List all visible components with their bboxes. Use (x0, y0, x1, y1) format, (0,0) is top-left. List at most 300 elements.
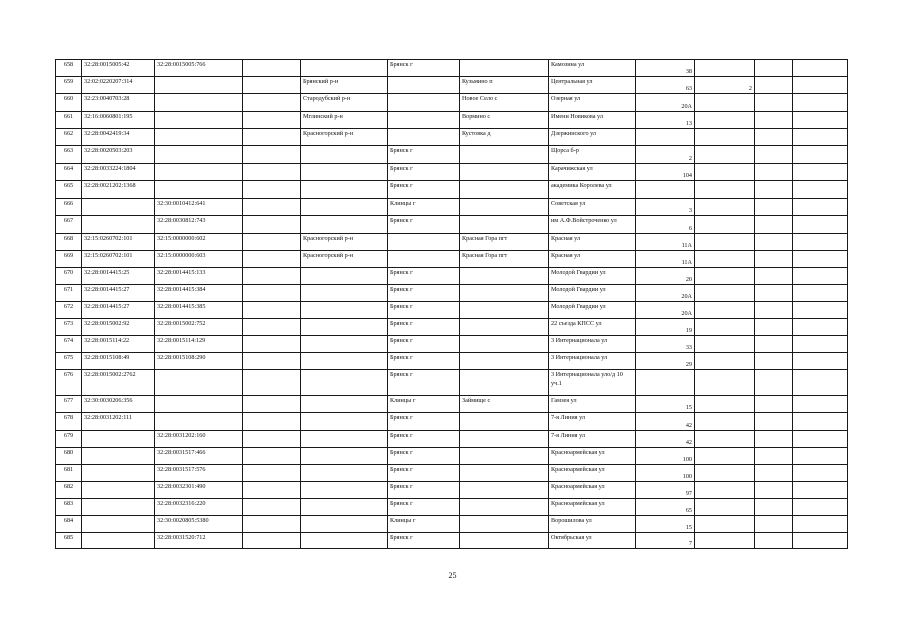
cell-col-extra-2 (793, 146, 848, 164)
cell-col-blank (243, 129, 301, 146)
cell-city (388, 112, 460, 129)
cell-cadastral-number: 32:28:0020503:203 (82, 146, 155, 164)
cell-cadastral-number: 32:28:0015108:49 (82, 353, 155, 370)
cell-object-number (155, 396, 243, 413)
table-row (56, 268, 848, 285)
cell-row-number: 676 (56, 370, 82, 396)
cell-city: Брянск г (388, 482, 460, 499)
cell-col-extra-2 (793, 499, 848, 516)
cell-settlement (460, 499, 549, 516)
cell-row-number: 682 (56, 482, 82, 499)
cell-settlement (460, 448, 549, 465)
cell-col-extra-1 (755, 285, 793, 302)
cell-col-blank (243, 112, 301, 129)
cell-district (301, 216, 388, 234)
cell-object-number: 32:30:0010412:641 (155, 199, 243, 216)
cell-street: Октябрьская ул (549, 533, 636, 549)
cell-col-blank (243, 181, 301, 199)
cell-settlement (460, 336, 549, 353)
cell-object-number: 32:28:0030812:743 (155, 216, 243, 234)
cell-district (301, 465, 388, 482)
cell-col-extra-2 (793, 319, 848, 336)
cell-object-number (155, 181, 243, 199)
cell-street: Щорса б-р (549, 146, 636, 164)
cell-row-number: 661 (56, 112, 82, 129)
cell-street: 22 съезда КПСС ул (549, 319, 636, 336)
cell-col-blank (243, 77, 301, 94)
cell-city: Брянск г (388, 448, 460, 465)
cell-house-number: 100 (636, 465, 695, 482)
cell-house-number: 38 (636, 60, 695, 77)
cell-city: Клинцы г (388, 516, 460, 533)
cell-city: Брянск г (388, 285, 460, 302)
cell-house-number: 29 (636, 353, 695, 370)
cell-street: Камозина ул (549, 60, 636, 77)
cell-col-blank (243, 482, 301, 499)
cell-apartment (695, 268, 755, 285)
cell-col-blank (243, 146, 301, 164)
cell-row-number: 666 (56, 199, 82, 216)
cell-district (301, 516, 388, 533)
table-row (56, 336, 848, 353)
cell-settlement (460, 353, 549, 370)
cell-district (301, 146, 388, 164)
cell-cadastral-number: 32:28:0015005:42 (82, 60, 155, 77)
cell-cadastral-number (82, 516, 155, 533)
cell-street: 3 Интернационала ул (549, 336, 636, 353)
cell-object-number: 32:28:0032316:220 (155, 499, 243, 516)
cell-col-extra-1 (755, 370, 793, 396)
cell-object-number (155, 164, 243, 181)
cell-row-number: 679 (56, 431, 82, 448)
cell-settlement: Кузьмино п (460, 77, 549, 94)
cell-street: академика Королева ул (549, 181, 636, 199)
cell-cadastral-number: 32:28:0033224:1804 (82, 164, 155, 181)
cell-street: 7-я Линия ул (549, 431, 636, 448)
table-row (56, 216, 848, 234)
cell-col-extra-1 (755, 336, 793, 353)
cell-house-number (636, 370, 695, 396)
cell-col-extra-2 (793, 268, 848, 285)
cell-col-extra-1 (755, 353, 793, 370)
cell-col-blank (243, 413, 301, 431)
cell-city: Брянск г (388, 60, 460, 77)
cell-col-extra-2 (793, 465, 848, 482)
cell-col-blank (243, 199, 301, 216)
cell-street: Молодой Гвардии ул (549, 302, 636, 319)
cell-object-number: 32:28:0015114:129 (155, 336, 243, 353)
cell-row-number: 680 (56, 448, 82, 465)
cell-cadastral-number: 32:28:0021202:1368 (82, 181, 155, 199)
cell-object-number (155, 94, 243, 112)
cell-col-extra-2 (793, 336, 848, 353)
cell-row-number: 664 (56, 164, 82, 181)
cell-apartment (695, 112, 755, 129)
cell-city: Брянск г (388, 216, 460, 234)
cell-object-number (155, 413, 243, 431)
cell-house-number: 20А (636, 285, 695, 302)
cell-row-number: 685 (56, 533, 82, 549)
cell-street: Имени Новикова ул (549, 112, 636, 129)
cell-col-blank (243, 499, 301, 516)
cell-district: Красногорский р-н (301, 234, 388, 251)
cell-apartment (695, 164, 755, 181)
cell-col-extra-2 (793, 181, 848, 199)
cell-col-extra-2 (793, 77, 848, 94)
cell-house-number: 33 (636, 336, 695, 353)
cell-cadastral-number: 32:28:0042419:34 (82, 129, 155, 146)
cell-apartment (695, 285, 755, 302)
cell-apartment (695, 94, 755, 112)
cell-col-extra-1 (755, 94, 793, 112)
cell-row-number: 663 (56, 146, 82, 164)
cell-row-number: 677 (56, 396, 82, 413)
cell-city: Брянск г (388, 336, 460, 353)
cell-col-blank (243, 302, 301, 319)
cell-settlement (460, 482, 549, 499)
cell-apartment (695, 234, 755, 251)
cell-district: Красногорский р-н (301, 251, 388, 268)
cell-house-number: 2 (636, 146, 695, 164)
cell-object-number: 32:28:0015005:766 (155, 60, 243, 77)
cell-settlement (460, 370, 549, 396)
cell-cadastral-number: 32:28:0015114:22 (82, 336, 155, 353)
cell-object-number: 32:28:0014415:384 (155, 285, 243, 302)
cell-apartment (695, 516, 755, 533)
cell-object-number: 32:28:0031517:576 (155, 465, 243, 482)
cell-street: Красноармейская ул (549, 499, 636, 516)
cell-col-extra-1 (755, 465, 793, 482)
cell-district: Красногорский р-н (301, 129, 388, 146)
cell-apartment (695, 465, 755, 482)
cell-house-number: 104 (636, 164, 695, 181)
cell-street: Гамзея ул (549, 396, 636, 413)
cell-house-number: 15 (636, 516, 695, 533)
table-row (56, 431, 848, 448)
cell-cadastral-number (82, 448, 155, 465)
cell-col-extra-1 (755, 234, 793, 251)
cell-col-extra-2 (793, 396, 848, 413)
cell-house-number: 42 (636, 413, 695, 431)
cell-col-blank (243, 396, 301, 413)
table-row (56, 94, 848, 112)
cell-col-extra-1 (755, 181, 793, 199)
register-table (55, 59, 848, 549)
cell-col-blank (243, 353, 301, 370)
cell-object-number: 32:28:0015002:752 (155, 319, 243, 336)
cell-street: Красноармейская ул (549, 448, 636, 465)
cell-district (301, 533, 388, 549)
cell-city: Брянск г (388, 181, 460, 199)
cell-settlement: Красная Гора пгт (460, 251, 549, 268)
table-row (56, 302, 848, 319)
cell-district (301, 319, 388, 336)
table-row (56, 181, 848, 199)
cell-col-extra-1 (755, 319, 793, 336)
cell-settlement (460, 268, 549, 285)
cell-col-blank (243, 268, 301, 285)
cell-row-number: 662 (56, 129, 82, 146)
cell-cadastral-number: 32:28:0014415:27 (82, 285, 155, 302)
cell-settlement (460, 285, 549, 302)
cell-district (301, 370, 388, 396)
table-row (56, 482, 848, 499)
cell-col-blank (243, 216, 301, 234)
cell-row-number: 672 (56, 302, 82, 319)
cell-house-number: 20А (636, 94, 695, 112)
cell-district (301, 448, 388, 465)
cell-cadastral-number: 32:15:0260702:101 (82, 234, 155, 251)
cell-district (301, 181, 388, 199)
cell-city: Брянск г (388, 302, 460, 319)
cell-col-blank (243, 465, 301, 482)
cell-col-extra-2 (793, 164, 848, 181)
cell-col-extra-1 (755, 396, 793, 413)
cell-object-number: 32:28:0015108:290 (155, 353, 243, 370)
cell-object-number: 32:15:0000000:602 (155, 234, 243, 251)
table-row (56, 448, 848, 465)
cell-row-number: 678 (56, 413, 82, 431)
cell-street: Молодой Гвардии ул (549, 285, 636, 302)
table-row (56, 370, 848, 396)
cell-city: Брянск г (388, 370, 460, 396)
cell-district: Стародубский р-н (301, 94, 388, 112)
cell-cadastral-number: 32:28:0031202:111 (82, 413, 155, 431)
cell-city (388, 77, 460, 94)
table-row (56, 164, 848, 181)
cell-settlement (460, 533, 549, 549)
cell-col-extra-2 (793, 533, 848, 549)
cell-col-blank (243, 94, 301, 112)
cell-col-extra-1 (755, 112, 793, 129)
cell-apartment (695, 448, 755, 465)
cell-street: Дзержинского ул (549, 129, 636, 146)
cell-settlement (460, 413, 549, 431)
cell-col-extra-2 (793, 234, 848, 251)
table-row (56, 285, 848, 302)
cell-row-number: 671 (56, 285, 82, 302)
cell-settlement (460, 516, 549, 533)
cell-cadastral-number: 32:28:0014415:27 (82, 302, 155, 319)
cell-settlement: Вормино с (460, 112, 549, 129)
cell-city: Брянск г (388, 413, 460, 431)
cell-district (301, 336, 388, 353)
cell-district (301, 431, 388, 448)
cell-col-extra-2 (793, 431, 848, 448)
cell-house-number: 97 (636, 482, 695, 499)
cell-object-number: 32:30:0020805:5380 (155, 516, 243, 533)
cell-object-number (155, 146, 243, 164)
cell-district (301, 302, 388, 319)
cell-district (301, 164, 388, 181)
cell-district (301, 60, 388, 77)
cell-city: Брянск г (388, 353, 460, 370)
cell-col-blank (243, 448, 301, 465)
cell-col-blank (243, 336, 301, 353)
cell-col-extra-2 (793, 216, 848, 234)
cell-col-blank (243, 431, 301, 448)
table-row (56, 353, 848, 370)
cell-city: Брянск г (388, 268, 460, 285)
cell-house-number: 3 (636, 199, 695, 216)
cell-apartment (695, 353, 755, 370)
cell-col-extra-1 (755, 482, 793, 499)
cell-row-number: 681 (56, 465, 82, 482)
cell-col-extra-1 (755, 431, 793, 448)
cell-row-number: 659 (56, 77, 82, 94)
cell-cadastral-number (82, 482, 155, 499)
cell-col-extra-2 (793, 370, 848, 396)
cell-col-extra-2 (793, 482, 848, 499)
cell-cadastral-number: 32:23:0040703:28 (82, 94, 155, 112)
cell-house-number: 11А (636, 234, 695, 251)
cell-apartment (695, 396, 755, 413)
cell-settlement (460, 199, 549, 216)
cell-house-number: 20 (636, 268, 695, 285)
cell-col-extra-1 (755, 448, 793, 465)
cell-street: Красная ул (549, 251, 636, 268)
cell-col-blank (243, 234, 301, 251)
cell-row-number: 669 (56, 251, 82, 268)
table-row (56, 234, 848, 251)
table-row (56, 251, 848, 268)
cell-house-number: 65 (636, 499, 695, 516)
cell-district (301, 285, 388, 302)
cell-apartment (695, 199, 755, 216)
cell-cadastral-number: 32:30:0030206:356 (82, 396, 155, 413)
cell-cadastral-number: 32:28:0015002:92 (82, 319, 155, 336)
cell-apartment (695, 431, 755, 448)
cell-house-number: 19 (636, 319, 695, 336)
cell-district (301, 353, 388, 370)
cell-object-number: 32:28:0014415:385 (155, 302, 243, 319)
cell-col-extra-2 (793, 60, 848, 77)
cell-settlement: Кустовка д (460, 129, 549, 146)
cell-col-extra-1 (755, 199, 793, 216)
cell-object-number: 32:28:0032301:490 (155, 482, 243, 499)
cell-settlement (460, 60, 549, 77)
cell-city: Клинцы г (388, 199, 460, 216)
cell-col-extra-1 (755, 77, 793, 94)
cell-apartment (695, 370, 755, 396)
cell-city: Брянск г (388, 319, 460, 336)
cell-house-number: 20А (636, 302, 695, 319)
cell-house-number: 6 (636, 216, 695, 234)
cell-district (301, 268, 388, 285)
cell-street: им А.Ф.Войстроченко ул (549, 216, 636, 234)
cell-apartment (695, 146, 755, 164)
cell-cadastral-number (82, 533, 155, 549)
cell-row-number: 684 (56, 516, 82, 533)
cell-settlement: Красная Гора пгт (460, 234, 549, 251)
table-row (56, 516, 848, 533)
cell-street: Карачижская ул (549, 164, 636, 181)
cell-settlement (460, 146, 549, 164)
cell-city (388, 129, 460, 146)
cell-row-number: 668 (56, 234, 82, 251)
cell-col-blank (243, 516, 301, 533)
cell-district (301, 482, 388, 499)
cell-settlement (460, 216, 549, 234)
table-body (56, 60, 848, 549)
table-row (56, 112, 848, 129)
cell-district (301, 199, 388, 216)
cell-row-number: 683 (56, 499, 82, 516)
cell-apartment (695, 482, 755, 499)
cell-col-extra-1 (755, 516, 793, 533)
cell-house-number (636, 129, 695, 146)
cell-apartment (695, 302, 755, 319)
cell-house-number: 7 (636, 533, 695, 549)
cell-apartment (695, 413, 755, 431)
cell-col-extra-2 (793, 448, 848, 465)
cell-object-number: 32:28:0031517:466 (155, 448, 243, 465)
cell-col-blank (243, 285, 301, 302)
cell-cadastral-number (82, 431, 155, 448)
cell-apartment (695, 216, 755, 234)
table-row (56, 129, 848, 146)
cell-city: Брянск г (388, 499, 460, 516)
cell-street: 3 Интернационала ул (549, 353, 636, 370)
cell-object-number (155, 112, 243, 129)
cell-col-extra-1 (755, 251, 793, 268)
cell-street: 3 Интернационала уло/д 10 уч.1 (549, 370, 636, 396)
cell-street: Центральная ул (549, 77, 636, 94)
cell-row-number: 667 (56, 216, 82, 234)
cell-district (301, 499, 388, 516)
cell-street: Ворошилова ул (549, 516, 636, 533)
cell-settlement (460, 181, 549, 199)
cell-col-extra-2 (793, 516, 848, 533)
cell-apartment (695, 336, 755, 353)
cell-street: Молодой Гвардии ул (549, 268, 636, 285)
cell-settlement (460, 465, 549, 482)
cell-apartment: 2 (695, 77, 755, 94)
cell-col-extra-1 (755, 268, 793, 285)
cell-apartment (695, 251, 755, 268)
cell-cadastral-number (82, 465, 155, 482)
cell-col-blank (243, 60, 301, 77)
cell-object-number: 32:28:0031520:712 (155, 533, 243, 549)
cell-city: Брянск г (388, 164, 460, 181)
cell-col-extra-1 (755, 216, 793, 234)
table-row (56, 77, 848, 94)
cell-col-blank (243, 164, 301, 181)
cell-city: Клинцы г (388, 396, 460, 413)
cell-cadastral-number: 32:16:0060801:195 (82, 112, 155, 129)
cell-apartment (695, 533, 755, 549)
table-row (56, 465, 848, 482)
cell-settlement (460, 302, 549, 319)
cell-settlement (460, 431, 549, 448)
cell-col-blank (243, 370, 301, 396)
cell-cadastral-number (82, 199, 155, 216)
cell-house-number: 13 (636, 112, 695, 129)
cell-row-number: 670 (56, 268, 82, 285)
cell-cadastral-number (82, 499, 155, 516)
table-row (56, 199, 848, 216)
cell-col-extra-1 (755, 60, 793, 77)
cell-street: Озерная ул (549, 94, 636, 112)
cell-district: Брянский р-н (301, 77, 388, 94)
cell-apartment (695, 319, 755, 336)
cell-house-number: 100 (636, 448, 695, 465)
cell-col-blank (243, 319, 301, 336)
cell-row-number: 658 (56, 60, 82, 77)
cell-city (388, 234, 460, 251)
cell-district (301, 396, 388, 413)
table-row (56, 146, 848, 164)
